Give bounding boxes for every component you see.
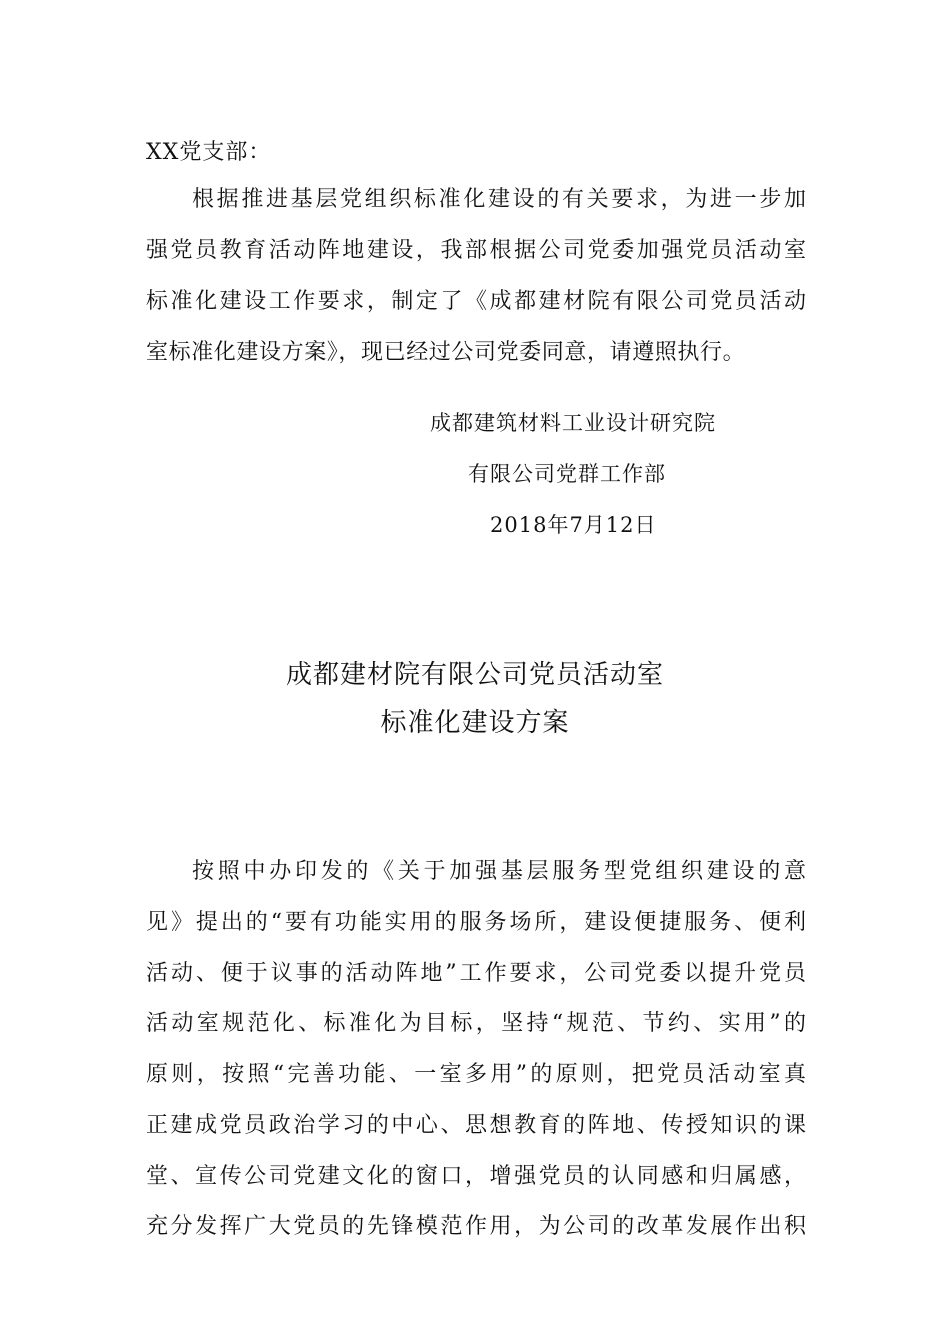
plan-paragraph-line-4: 活动室规范化、标准化为目标，坚持“规范、节约、实用”的: [146, 1011, 806, 1036]
notice-paragraph-line-2: 强党员教育活动阵地建设，我部根据公司党委加强党员活动室: [146, 238, 806, 263]
salutation: XX党支部：: [146, 140, 272, 165]
plan-paragraph-line-3: 活动、便于议事的活动阵地”工作要求，公司党委以提升党员: [146, 961, 806, 986]
plan-paragraph-line-2: 见》提出的“要有功能实用的服务场所，建设便捷服务、便利: [146, 910, 806, 935]
plan-title-line-2: 标准化建设方案: [380, 708, 570, 738]
plan-paragraph-line-5: 原则，按照“完善功能、一室多用”的原则，把党员活动室真: [146, 1062, 806, 1087]
signature-org-line-1: 成都建筑材料工业设计研究院: [430, 411, 716, 435]
signature-date: 2018年7月12日: [490, 513, 657, 537]
plan-paragraph-line-8: 充分发挥广大党员的先锋模范作用，为公司的改革发展作出积: [146, 1214, 806, 1239]
signature-org-line-2: 有限公司党群工作部: [468, 462, 666, 486]
notice-paragraph-line-3: 标准化建设工作要求，制定了《成都建材院有限公司党员活动: [146, 289, 806, 314]
plan-title-line-1: 成都建材院有限公司党员活动室: [285, 660, 664, 690]
plan-paragraph-line-1: 按照中办印发的《关于加强基层服务型党组织建设的意: [192, 859, 806, 884]
plan-paragraph-line-6: 正建成党员政治学习的中心、思想教育的阵地、传授知识的课: [146, 1113, 806, 1138]
notice-paragraph-line-4: 室标准化建设方案》，现已经过公司党委同意，请遵照执行。: [146, 340, 746, 365]
notice-paragraph-line-1: 根据推进基层党组织标准化建设的有关要求，为进一步加: [192, 187, 806, 212]
plan-paragraph-line-7: 堂、宣传公司党建文化的窗口，增强党员的认同感和归属感，: [146, 1164, 806, 1189]
